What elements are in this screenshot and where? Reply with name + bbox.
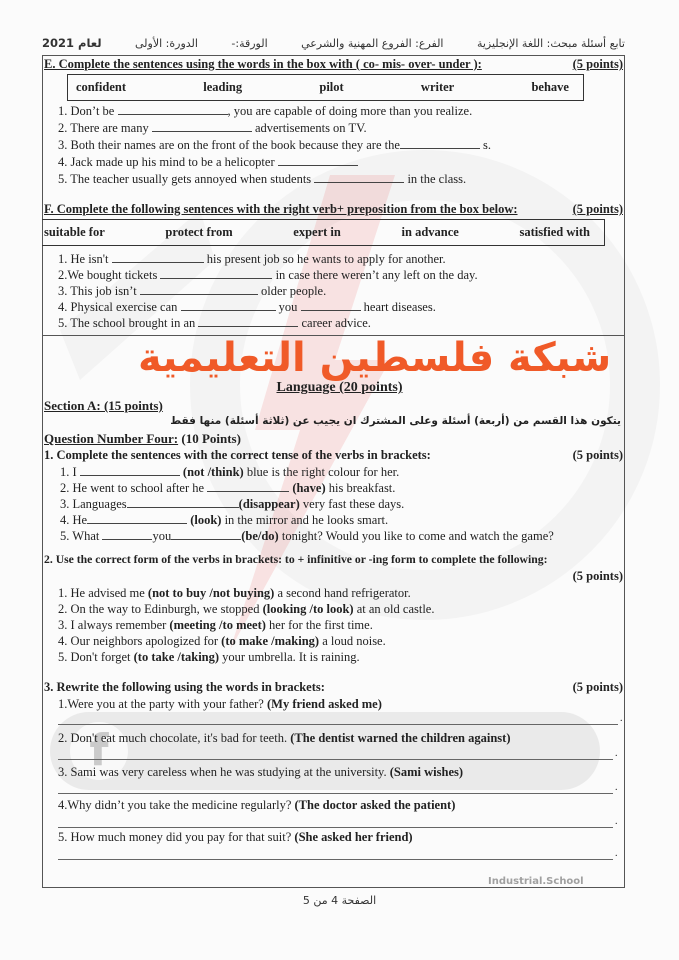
word-box-item: protect from	[165, 225, 233, 239]
question-item: 2. There are many advertisements on TV.	[58, 121, 367, 135]
question-item: 5. Don't forget (to take /taking) your umbrella. It is raining.	[58, 650, 360, 664]
q2-title: 2. Use the correct form of the verbs in brackets: to + infinitive or -ing form to complete the following:	[44, 553, 548, 566]
answer-blank[interactable]	[112, 252, 204, 263]
section-e-title: E. Complete the sentences using the words in the box with ( co- mis- over- under ):	[44, 57, 482, 71]
answer-line[interactable]	[58, 827, 613, 828]
answer-line[interactable]	[58, 724, 618, 725]
language-title: Language (20 points)	[276, 380, 403, 395]
exam-header	[42, 36, 625, 54]
question-four-heading: Question Number Four: (10 Points)	[44, 431, 241, 446]
header-subject: تابع أسئلة مبحث: اللغة الإنجليزية	[476, 37, 625, 50]
section-e-points: (5 points)	[572, 57, 623, 71]
q2-points: (5 points)	[572, 569, 623, 583]
word-box-item: satisfied with	[519, 225, 590, 239]
question-item: 1. He advised me (not to buy /not buying) a second hand refrigerator.	[58, 586, 411, 600]
word-box-item: behave	[531, 80, 569, 94]
q2-points-row	[44, 569, 623, 584]
section-f-heading	[44, 202, 623, 217]
watermark-arabic-brand: شبكة فلسطين التعليمية	[138, 335, 612, 381]
section-f-points: (5 points)	[572, 202, 623, 216]
section-f-word-box	[42, 219, 605, 246]
word-box-item: leading	[203, 80, 243, 94]
answer-line[interactable]	[58, 793, 613, 794]
header-branch: الفرع: الفروع المهنية والشرعي	[301, 37, 444, 50]
section-f-title: F. Complete the following sentences with the right verb+ preposition from the box below:	[44, 202, 518, 216]
q3-title: 3. Rewrite the following using the words in brackets:	[44, 680, 325, 694]
answer-blank[interactable]	[171, 529, 241, 540]
question-item: 3. Languages (disappear) very fast these days.	[60, 497, 405, 511]
answer-blank[interactable]	[301, 300, 361, 311]
header-session: الدورة: الأولى	[135, 37, 198, 50]
question-item: 3. I always remember (meeting /to meet) her for the first time.	[58, 618, 373, 632]
answer-line[interactable]	[58, 759, 613, 760]
section-a-title: Section A: (15 points)	[44, 398, 163, 413]
question-item: 4. Jack made up his mind to be a helicopter	[58, 155, 358, 170]
answer-blank[interactable]	[80, 465, 180, 476]
facebook-icon: f	[70, 722, 128, 780]
rewrite-item: 4.Why didn’t you take the medicine regularly? (The doctor asked the patient)	[58, 798, 456, 812]
answer-blank[interactable]	[160, 268, 272, 279]
word-box-item: in advance	[401, 225, 459, 239]
question-item: 4. Our neighbors apologized for (to make /making) a loud noise.	[58, 634, 386, 648]
word-box-item: pilot	[319, 80, 344, 94]
q1-points: (5 points)	[572, 448, 623, 462]
question-item: 2. He went to school after he (have) his breakfast.	[60, 481, 396, 495]
word-box-item: expert in	[293, 225, 341, 239]
q3-heading	[44, 680, 623, 695]
q1-title: 1. Complete the sentences with the correct tense of the verbs in brackets:	[44, 448, 431, 462]
header-year: لعام 2021	[42, 36, 102, 50]
answer-blank[interactable]	[127, 497, 239, 508]
q3-points: (5 points)	[572, 680, 623, 694]
answer-blank[interactable]	[278, 155, 358, 166]
answer-blank[interactable]	[314, 172, 404, 183]
q1-heading	[44, 448, 623, 463]
question-item: 1. I (not /think) blue is the right colour for her.	[60, 465, 400, 479]
question-item: 3. This job isn’t older people.	[58, 284, 327, 298]
section-e-heading	[44, 57, 623, 72]
answer-blank[interactable]	[140, 284, 258, 295]
page-number: الصفحة 4 من 5	[302, 894, 377, 907]
question-item: 5. What you (be/do) tonight? Would you like to come and watch the game?	[60, 529, 554, 543]
question-item: 4. He (look) in the mirror and he looks smart.	[60, 513, 389, 527]
answer-blank[interactable]	[181, 300, 276, 311]
answer-blank[interactable]	[207, 481, 289, 492]
answer-blank[interactable]	[198, 316, 298, 327]
answer-blank[interactable]	[152, 121, 252, 132]
section-e-word-box	[67, 74, 584, 101]
question-item: 5. The school brought in an career advice.	[58, 316, 371, 330]
arabic-instruction: يتكون هذا القسم من (أربعة) أسئلة وعلى المشترك ان يجيب عن (ثلاثة أسئلة) منها فقط	[170, 415, 621, 427]
question-item: 5. The teacher usually gets annoyed when students in the class.	[58, 172, 467, 186]
watermark-facebook-text: Industrial.School	[488, 876, 584, 887]
header-paper: الورقة:-	[231, 37, 268, 50]
rewrite-item: 3. Sami was very careless when he was studying at the university. (Sami wishes)	[58, 765, 464, 779]
rewrite-item: 5. How much money did you pay for that suit? (She asked her friend)	[58, 830, 413, 844]
rewrite-item: 1.Were you at the party with your father? (My friend asked me)	[58, 697, 382, 711]
question-item: 4. Physical exercise can you heart diseases.	[58, 300, 436, 314]
answer-blank[interactable]	[400, 138, 480, 149]
word-box-item: confident	[76, 80, 126, 94]
question-item: 2. On the way to Edinburgh, we stopped (looking /to look) at an old castle.	[58, 602, 435, 616]
question-item: 1. He isn't his present job so he wants to apply for another.	[58, 252, 446, 266]
answer-blank[interactable]	[87, 513, 187, 524]
question-item: 1. Don’t be , you are capable of doing more than you realize.	[58, 104, 473, 118]
answer-blank[interactable]	[102, 529, 152, 540]
answer-blank[interactable]	[118, 104, 228, 115]
rewrite-item: 2. Don't eat much chocolate, it's bad for teeth. (The dentist warned the children against)	[58, 731, 511, 745]
question-item: 2.We bought tickets in case there weren’t any left on the day.	[58, 268, 478, 282]
answer-line[interactable]	[58, 859, 613, 860]
word-box-item: writer	[420, 80, 455, 94]
word-box-item: suitable for	[44, 225, 105, 239]
question-item: 3. Both their names are on the front of the book because they are the s.	[58, 138, 492, 152]
